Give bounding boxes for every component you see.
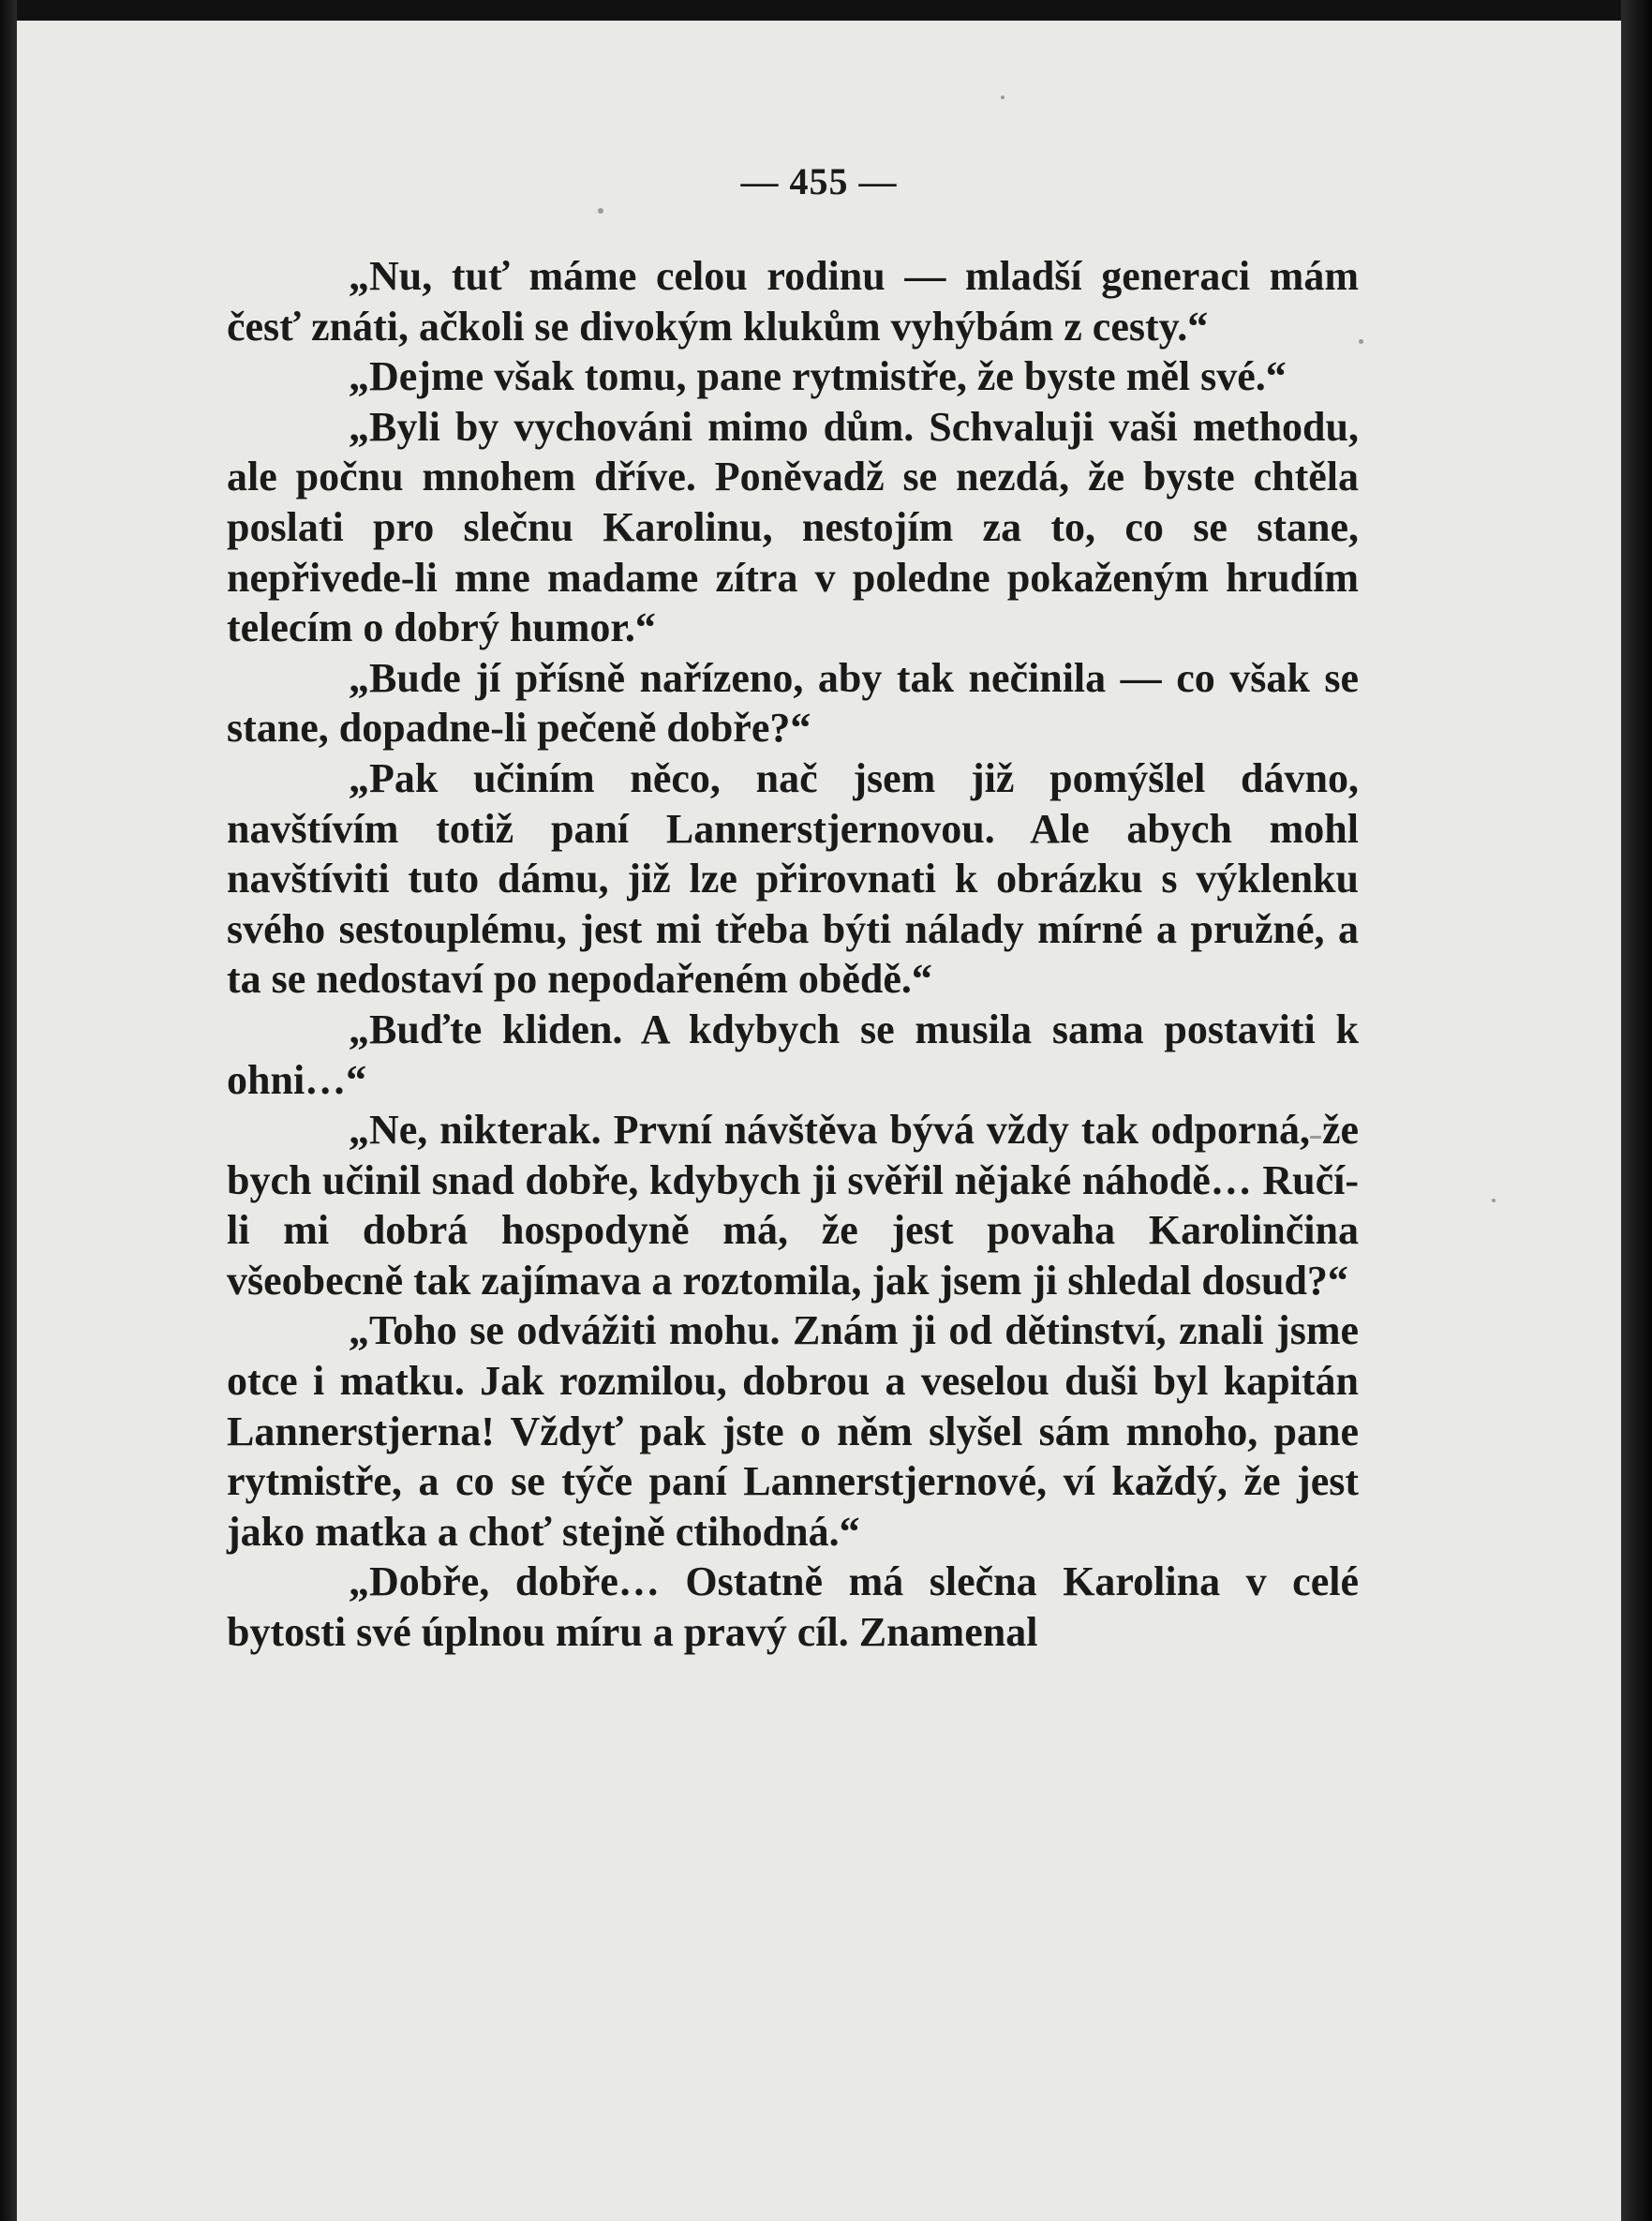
scan-right-edge	[1621, 0, 1652, 2221]
scan-top-edge	[0, 0, 1652, 21]
paper-speck	[1001, 96, 1005, 99]
book-spine-shadow	[0, 0, 17, 2221]
paragraph-1: „Nu, tuť máme celou rodinu — mladší generaci mám česť znáti, ačkoli se divokým klukům vyhýbám z cesty.“	[227, 253, 1359, 350]
paragraph-8: „Toho se odvážiti mohu. Znám ji od dětinství, znali jsme otce i matku. Jak rozmilou, dobrou a veselou duši byl kapitán Lannerstjerna! Vždyť pak jste o něm slyšel sám mnoho, pane rytmistře, a co se týče paní Lannerstjernové, ví každý, že jest jako matka a choť stejně ctihodná.“	[227, 1307, 1359, 1555]
page-number: — 455 —	[740, 160, 898, 202]
paragraph-5: „Pak učiním něco, nač jsem již pomýšlel dávno, navštívím totiž paní Lannerstjernovou. Ale abych mohl navštíviti tuto dámu, již lze přirovnati k obrázku s výklenku svého sestouplému, jest mi třeba býti nálady mírné a pružné, a ta se nedostaví po nepodařeném obědě.“	[227, 754, 1359, 1003]
paper-speck	[1492, 1199, 1496, 1202]
paragraph-2: „Dejme však tomu, pane rytmistře, že byste měl své.“	[349, 353, 1287, 400]
paragraph-4: „Bude jí přísně nařízeno, aby tak nečinila — co však se stane, dopadne-li pečeně dobře?“	[227, 654, 1359, 752]
body-text	[227, 251, 1359, 1658]
paragraph-6: „Buďte kliden. A kdybych se musila sama postaviti k ohni…“	[227, 1006, 1359, 1103]
paper-speck	[598, 208, 603, 214]
paragraph-3: „Byli by vychováni mimo dům. Schvaluji vaši methodu, ale počnu mnohem dříve. Poněvadž se nezdá, že byste chtěla poslati pro slečnu Karolinu, nestojím za to, co se stane, nepřivede-li mne madame zítra v poledne pokaženým hrudím telecím o dobrý humor.“	[227, 403, 1359, 651]
paper-speck	[1359, 339, 1363, 344]
paragraph-7: „Ne, nikterak. První návštěva bývá vždy tak odporná, že bych učinil snad dobře, kdybych ji svěřil nějaké náhodě… Ručí-li mi dobrá hospodyně má, že jest povaha Karolinčina všeobecně tak zajímava a roztomila, jak jsem ji shledal dosud?“	[227, 1107, 1359, 1304]
paragraph-9: „Dobře, dobře… Ostatně má slečna Karolina v celé bytosti své úplnou míru a pravý cíl. Znamenal	[227, 1558, 1359, 1656]
